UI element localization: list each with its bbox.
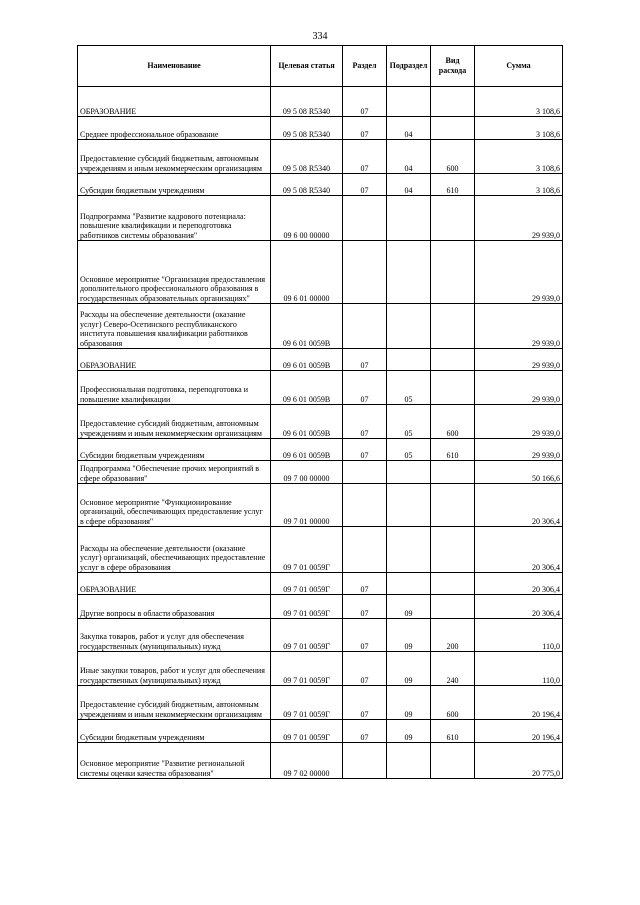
table-row (78, 241, 563, 304)
row-target: 09 6 01 0059В (271, 349, 343, 371)
header-expense-type: Вид расхода (431, 46, 475, 87)
table-row (78, 87, 563, 117)
row-subsection (387, 349, 431, 371)
row-target: 09 6 01 00000 (271, 241, 343, 304)
row-expense-type: 600 (431, 405, 475, 439)
table-header (78, 46, 563, 87)
row-subsection: 04 (387, 174, 431, 196)
row-section: 07 (343, 140, 387, 174)
row-target: 09 5 08 R5340 (271, 174, 343, 196)
row-target: 09 7 01 0059Г (271, 573, 343, 595)
table-row (78, 461, 563, 484)
row-subsection: 09 (387, 720, 431, 743)
row-sum: 20 306,4 (475, 595, 563, 619)
table-row (78, 652, 563, 686)
row-name: Субсидии бюджетным учреждениям (78, 439, 271, 461)
row-subsection: 09 (387, 595, 431, 619)
row-target: 09 6 01 0059В (271, 405, 343, 439)
row-target: 09 7 01 0059Г (271, 619, 343, 652)
row-target: 09 6 01 0059В (271, 304, 343, 349)
row-sum: 29 939,0 (475, 405, 563, 439)
row-expense-type (431, 241, 475, 304)
row-target: 09 7 01 0059Г (271, 720, 343, 743)
table-row (78, 484, 563, 527)
table-row (78, 439, 563, 461)
row-section: 07 (343, 652, 387, 686)
row-section (343, 484, 387, 527)
row-section: 07 (343, 686, 387, 720)
row-section: 07 (343, 720, 387, 743)
row-section: 07 (343, 349, 387, 371)
row-name: Предоставление субсидий бюджетным, автономным учреждениям и иным некоммерческим организациям (78, 140, 271, 174)
row-expense-type (431, 484, 475, 527)
row-sum: 50 166,6 (475, 461, 563, 484)
row-expense-type (431, 743, 475, 779)
row-sum: 110,0 (475, 619, 563, 652)
header-sum: Сумма (475, 46, 563, 87)
header-row (78, 46, 563, 87)
row-target: 09 5 08 R5340 (271, 87, 343, 117)
page-number: 334 (312, 31, 328, 42)
row-section: 07 (343, 117, 387, 140)
row-name: ОБРАЗОВАНИЕ (78, 87, 271, 117)
row-subsection (387, 573, 431, 595)
row-expense-type (431, 461, 475, 484)
row-target: 09 7 02 00000 (271, 743, 343, 779)
row-name: Расходы на обеспечение деятельности (оказание услуг) Северо-Осетинского республиканского института повышения квалификации работников образования (78, 304, 271, 349)
header-subsection: Подраздел (387, 46, 431, 87)
row-sum: 29 939,0 (475, 371, 563, 405)
row-name: Профессиональная подготовка, переподготовка и повышение квалификации (78, 371, 271, 405)
header-name: Наименование (78, 46, 271, 87)
header-target: Целевая статья (271, 46, 343, 87)
row-expense-type: 200 (431, 619, 475, 652)
row-expense-type (431, 573, 475, 595)
row-target: 09 6 01 0059В (271, 371, 343, 405)
row-sum: 20 196,4 (475, 720, 563, 743)
row-subsection (387, 241, 431, 304)
row-section (343, 743, 387, 779)
row-expense-type (431, 304, 475, 349)
row-expense-type: 610 (431, 439, 475, 461)
table-row (78, 371, 563, 405)
row-sum: 3 108,6 (475, 140, 563, 174)
table-row (78, 405, 563, 439)
row-subsection: 04 (387, 117, 431, 140)
table-row (78, 743, 563, 779)
row-expense-type (431, 117, 475, 140)
table-row (78, 174, 563, 196)
row-expense-type (431, 87, 475, 117)
row-subsection (387, 743, 431, 779)
row-sum: 20 306,4 (475, 573, 563, 595)
row-subsection: 05 (387, 439, 431, 461)
row-name: Основное мероприятие "Организация предоставления дополнительного профессионального образования в государственных образовательных организациях" (78, 241, 271, 304)
row-subsection: 04 (387, 140, 431, 174)
row-name: Другие вопросы в области образования (78, 595, 271, 619)
row-name: Иные закупки товаров, работ и услуг для обеспечения государственных (муниципальных) нужд (78, 652, 271, 686)
row-name: Предоставление субсидий бюджетным, автономным учреждениям и иным некоммерческим организациям (78, 405, 271, 439)
row-sum: 29 939,0 (475, 439, 563, 461)
row-name: Расходы на обеспечение деятельности (оказание услуг) организаций, обеспечивающих предоставление услуг в сфере образования (78, 527, 271, 573)
row-section: 07 (343, 439, 387, 461)
row-name: Субсидии бюджетным учреждениям (78, 174, 271, 196)
row-subsection: 09 (387, 652, 431, 686)
row-subsection (387, 196, 431, 241)
row-expense-type (431, 371, 475, 405)
row-section (343, 196, 387, 241)
row-sum: 110,0 (475, 652, 563, 686)
row-target: 09 6 00 00000 (271, 196, 343, 241)
row-subsection (387, 527, 431, 573)
row-section (343, 461, 387, 484)
row-expense-type (431, 527, 475, 573)
row-name: Подпрограмма "Обеспечение прочих мероприятий в сфере образования" (78, 461, 271, 484)
row-subsection: 09 (387, 686, 431, 720)
row-sum: 3 108,6 (475, 117, 563, 140)
table-row (78, 619, 563, 652)
row-expense-type (431, 349, 475, 371)
row-expense-type (431, 196, 475, 241)
row-subsection: 05 (387, 405, 431, 439)
row-sum: 20 196,4 (475, 686, 563, 720)
table-row (78, 527, 563, 573)
row-subsection: 09 (387, 619, 431, 652)
row-subsection (387, 484, 431, 527)
table-row (78, 117, 563, 140)
row-name: Субсидии бюджетным учреждениям (78, 720, 271, 743)
row-name: Среднее профессиональное образование (78, 117, 271, 140)
table-row (78, 304, 563, 349)
row-target: 09 7 01 0059Г (271, 686, 343, 720)
row-section: 07 (343, 405, 387, 439)
row-section (343, 527, 387, 573)
row-section: 07 (343, 371, 387, 405)
row-target: 09 5 08 R5340 (271, 140, 343, 174)
row-expense-type: 600 (431, 686, 475, 720)
table-row (78, 686, 563, 720)
row-expense-type: 610 (431, 174, 475, 196)
row-name: Предоставление субсидий бюджетным, автономным учреждениям и иным некоммерческим организациям (78, 686, 271, 720)
table-row (78, 720, 563, 743)
row-target: 09 5 08 R5340 (271, 117, 343, 140)
row-sum: 3 108,6 (475, 174, 563, 196)
table-row (78, 573, 563, 595)
row-name: Закупка товаров, работ и услуг для обеспечения государственных (муниципальных) нужд (78, 619, 271, 652)
row-target: 09 7 01 0059Г (271, 652, 343, 686)
row-target: 09 7 01 00000 (271, 484, 343, 527)
row-section: 07 (343, 87, 387, 117)
row-expense-type: 600 (431, 140, 475, 174)
row-name: Подпрограмма "Развитие кадрового потенциала: повышение квалификации и переподготовка работников системы образования" (78, 196, 271, 241)
header-section: Раздел (343, 46, 387, 87)
row-subsection (387, 87, 431, 117)
row-expense-type: 240 (431, 652, 475, 686)
budget-table (77, 45, 563, 779)
row-sum: 20 306,4 (475, 484, 563, 527)
table-row (78, 349, 563, 371)
row-section: 07 (343, 573, 387, 595)
row-target: 09 6 01 0059В (271, 439, 343, 461)
row-section: 07 (343, 619, 387, 652)
row-expense-type: 610 (431, 720, 475, 743)
row-name: Основное мероприятие "Функционирование организаций, обеспечивающих предоставление услуг в сфере образования" (78, 484, 271, 527)
row-subsection (387, 304, 431, 349)
row-target: 09 7 01 0059Г (271, 595, 343, 619)
row-sum: 20 306,4 (475, 527, 563, 573)
row-name: ОБРАЗОВАНИЕ (78, 349, 271, 371)
row-sum: 29 939,0 (475, 304, 563, 349)
row-section (343, 241, 387, 304)
row-name: ОБРАЗОВАНИЕ (78, 573, 271, 595)
table-row (78, 140, 563, 174)
row-sum: 20 775,0 (475, 743, 563, 779)
row-subsection: 05 (387, 371, 431, 405)
row-sum: 29 939,0 (475, 196, 563, 241)
row-sum: 29 939,0 (475, 349, 563, 371)
row-subsection (387, 461, 431, 484)
row-section: 07 (343, 174, 387, 196)
table-row (78, 595, 563, 619)
row-target: 09 7 01 0059Г (271, 527, 343, 573)
row-section: 07 (343, 595, 387, 619)
row-target: 09 7 00 00000 (271, 461, 343, 484)
row-expense-type (431, 595, 475, 619)
row-sum: 29 939,0 (475, 241, 563, 304)
table-body (78, 87, 563, 779)
row-sum: 3 108,6 (475, 87, 563, 117)
table-row (78, 196, 563, 241)
row-section (343, 304, 387, 349)
row-name: Основное мероприятие "Развитие региональной системы оценки качества образования" (78, 743, 271, 779)
